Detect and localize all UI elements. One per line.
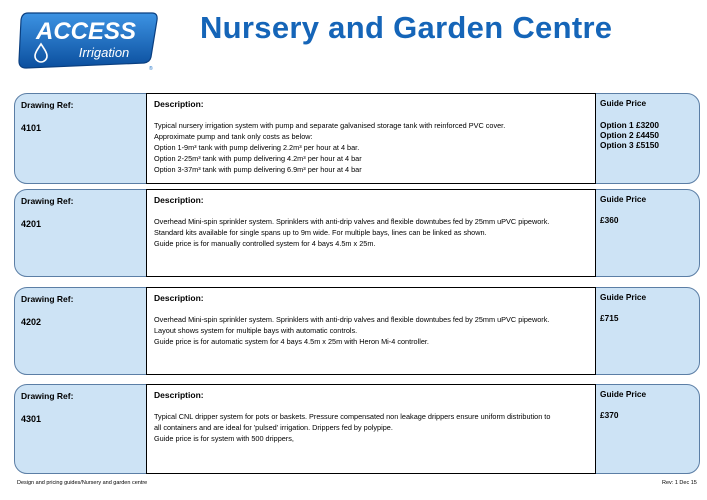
drawing-card-4301 <box>14 384 700 474</box>
description-line: Option 3-37m³ tank with pump delivering 6.9m³ per hour at 4 bar <box>154 165 362 174</box>
guide-price-label: Guide Price <box>600 194 647 204</box>
description-line: Guide price is for automatic system for 4 bays 4.5m x 25m with Heron Mi-4 controller. <box>154 337 429 346</box>
guide-price-label: Guide Price <box>600 292 647 302</box>
guide-price-value: £370 <box>600 410 619 420</box>
description-box <box>146 93 596 184</box>
drawing-ref-label: Drawing Ref: <box>21 196 74 206</box>
drawing-card-4101 <box>14 93 700 184</box>
description-line: Guide price is for manually controlled system for 4 bays 4.5m x 25m. <box>154 239 376 248</box>
drawing-ref-value: 4201 <box>21 219 42 229</box>
drawing-ref-block <box>21 391 146 424</box>
guide-price-value: £360 <box>600 215 619 225</box>
price-option: Option 2 £4450 <box>600 130 660 140</box>
footer-revision: Rev: 1 Dec 15 <box>662 480 697 486</box>
drawing-ref-value: 4101 <box>21 123 42 133</box>
drawing-ref-block <box>21 100 146 133</box>
description-line: Option 1-9m³ tank with pump delivering 2.2m³ per hour at 4 bar. <box>154 143 360 152</box>
guide-price-label: Guide Price <box>600 98 647 108</box>
description-line: Typical CNL dripper system for pots or baskets. Pressure compensated non leakage drippers ensure uniform distribution to <box>154 412 551 421</box>
logo-line1: ACCESS <box>35 18 137 45</box>
registered-mark: ® <box>149 66 153 72</box>
price-option: Option 3 £5150 <box>600 140 660 150</box>
description-label: Description: <box>154 293 204 303</box>
access-irrigation-logo <box>14 10 160 72</box>
guide-price-block <box>600 98 695 150</box>
description-line: Layout shows system for multiple bays with automatic controls. <box>154 326 358 335</box>
drawing-card-4202 <box>14 287 700 375</box>
footer-document-path: Design and pricing guides/Nursery and garden centre <box>17 480 148 486</box>
drawing-card-4201 <box>14 189 700 277</box>
description-label: Description: <box>154 195 204 205</box>
drawing-ref-value: 4202 <box>21 317 42 327</box>
description-box <box>146 189 596 277</box>
description-label: Description: <box>154 99 204 109</box>
description-line: Standard kits available for single spans up to 9m wide. For multiple bays, lines can be linked as shown. <box>154 228 487 237</box>
drawing-ref-label: Drawing Ref: <box>21 294 74 304</box>
drawing-ref-label: Drawing Ref: <box>21 100 74 110</box>
description-box <box>146 287 596 375</box>
description-line: Option 2-25m³ tank with pump delivering 4.2m³ per hour at 4 bar <box>154 154 362 163</box>
logo-line2: Irrigation <box>78 45 130 60</box>
description-box <box>146 384 596 474</box>
description-line: Approximate pump and tank only costs as below: <box>154 132 313 141</box>
guide-price-block <box>600 194 695 225</box>
guide-price-label: Guide Price <box>600 389 647 399</box>
price-option: Option 1 £3200 <box>600 120 660 130</box>
guide-price-block <box>600 292 695 323</box>
description-line: Typical nursery irrigation system with pump and separate galvanised storage tank with reinforced PVC cover. <box>154 121 506 130</box>
guide-price-value: £715 <box>600 313 619 323</box>
logo-graphic <box>14 10 160 72</box>
guide-price-block <box>600 389 695 420</box>
drawing-ref-value: 4301 <box>21 414 42 424</box>
drawing-ref-block <box>21 294 146 327</box>
drawing-ref-label: Drawing Ref: <box>21 391 74 401</box>
description-line: all containers and are ideal for 'pulsed' irrigation. Drippers fed by polypipe. <box>154 423 393 432</box>
description-label: Description: <box>154 390 204 400</box>
description-line: Overhead Mini-spin sprinkler system. Sprinklers with anti-drip valves and flexible downtubes fed by 25mm uPVC pipework. <box>154 315 550 324</box>
description-line: Guide price is for system with 500 drippers, <box>154 434 294 443</box>
page-title: Nursery and Garden Centre <box>200 10 613 45</box>
drawing-ref-block <box>21 196 146 229</box>
description-line: Overhead Mini-spin sprinkler system. Sprinklers with anti-drip valves and flexible downtubes fed by 25mm uPVC pipework. <box>154 217 550 226</box>
